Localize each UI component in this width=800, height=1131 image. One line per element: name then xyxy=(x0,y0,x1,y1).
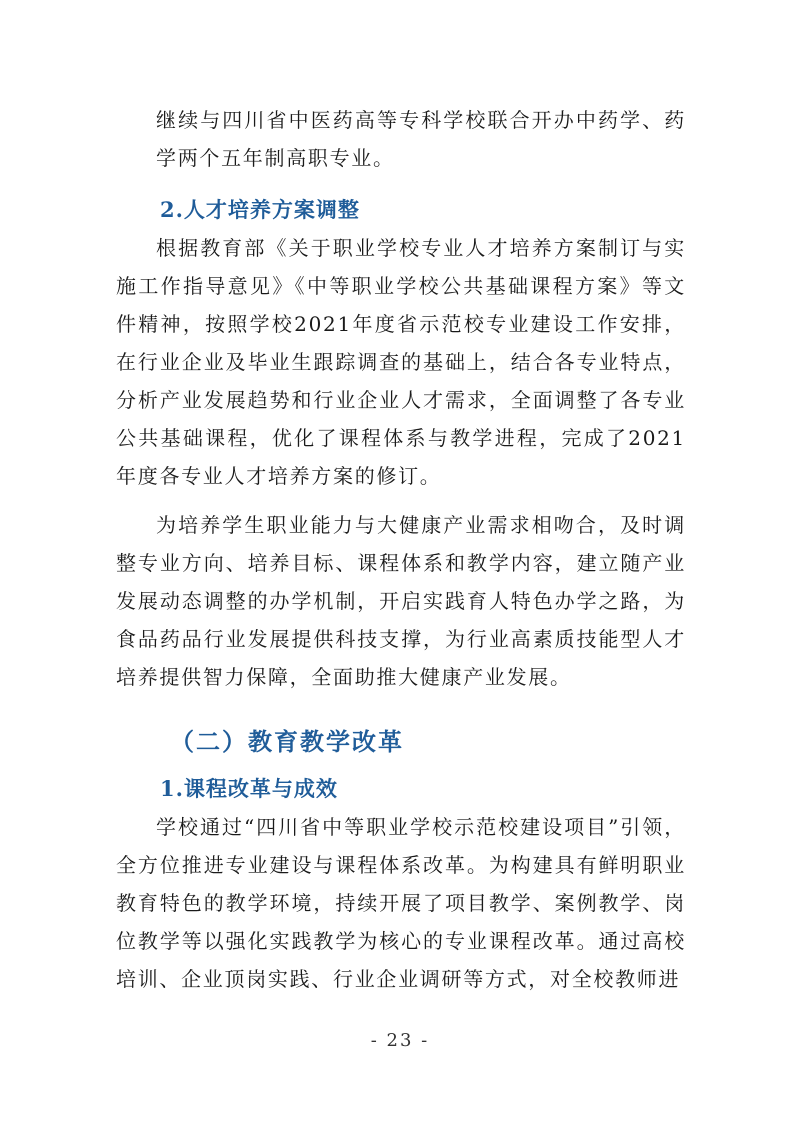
page-number: - 23 - xyxy=(370,1030,430,1051)
paragraph-talent-plan: 根据教育部《关于职业学校专业人才培养方案制订与实施工作指导意见》《中等职业学校公共基础课程方案》等文件精神，按照学校2021年度省示范校专业建设工作安排，在行业企业及毕业生跟踪调查的基础上，结合各专业特点，分析产业发展趋势和行业企业人才需求，全面调整了各专业公共基础课程，优化了课程体系与教学进程，完成了2021年度各专业人才培养方案的修订。 xyxy=(116,236,686,488)
heading-talent-plan: 2.人才培养方案调整 xyxy=(160,197,360,222)
paragraph-continuation: 继续与四川省中医药高等专科学校联合开办中药学、药学两个五年制高职专业。 xyxy=(156,108,686,170)
heading-section-two: （二）教育教学改革 xyxy=(170,727,404,756)
paragraph-course-reform: 学校通过“四川省中等职业学校示范校建设项目”引领，全方位推进专业建设与课程体系改革。为构建具有鲜明职业教育特色的教学环境，持续开展了项目教学、案例教学、岗位教学等以强化实践教学为核心的专业课程改革。通过高校培训、企业顶岗实践、行业企业调研等方式，对全校教师进 xyxy=(116,815,686,991)
heading-course-reform: 1.课程改革与成效 xyxy=(160,776,338,801)
paragraph-industry: 为培养学生职业能力与大健康产业需求相吻合，及时调整专业方向、培养目标、课程体系和教学内容，建立随产业发展动态调整的办学机制，开启实践育人特色办学之路，为食品药品行业发展提供科技支撑，为行业高素质技能型人才培养提供智力保障，全面助推大健康产业发展。 xyxy=(116,513,686,689)
